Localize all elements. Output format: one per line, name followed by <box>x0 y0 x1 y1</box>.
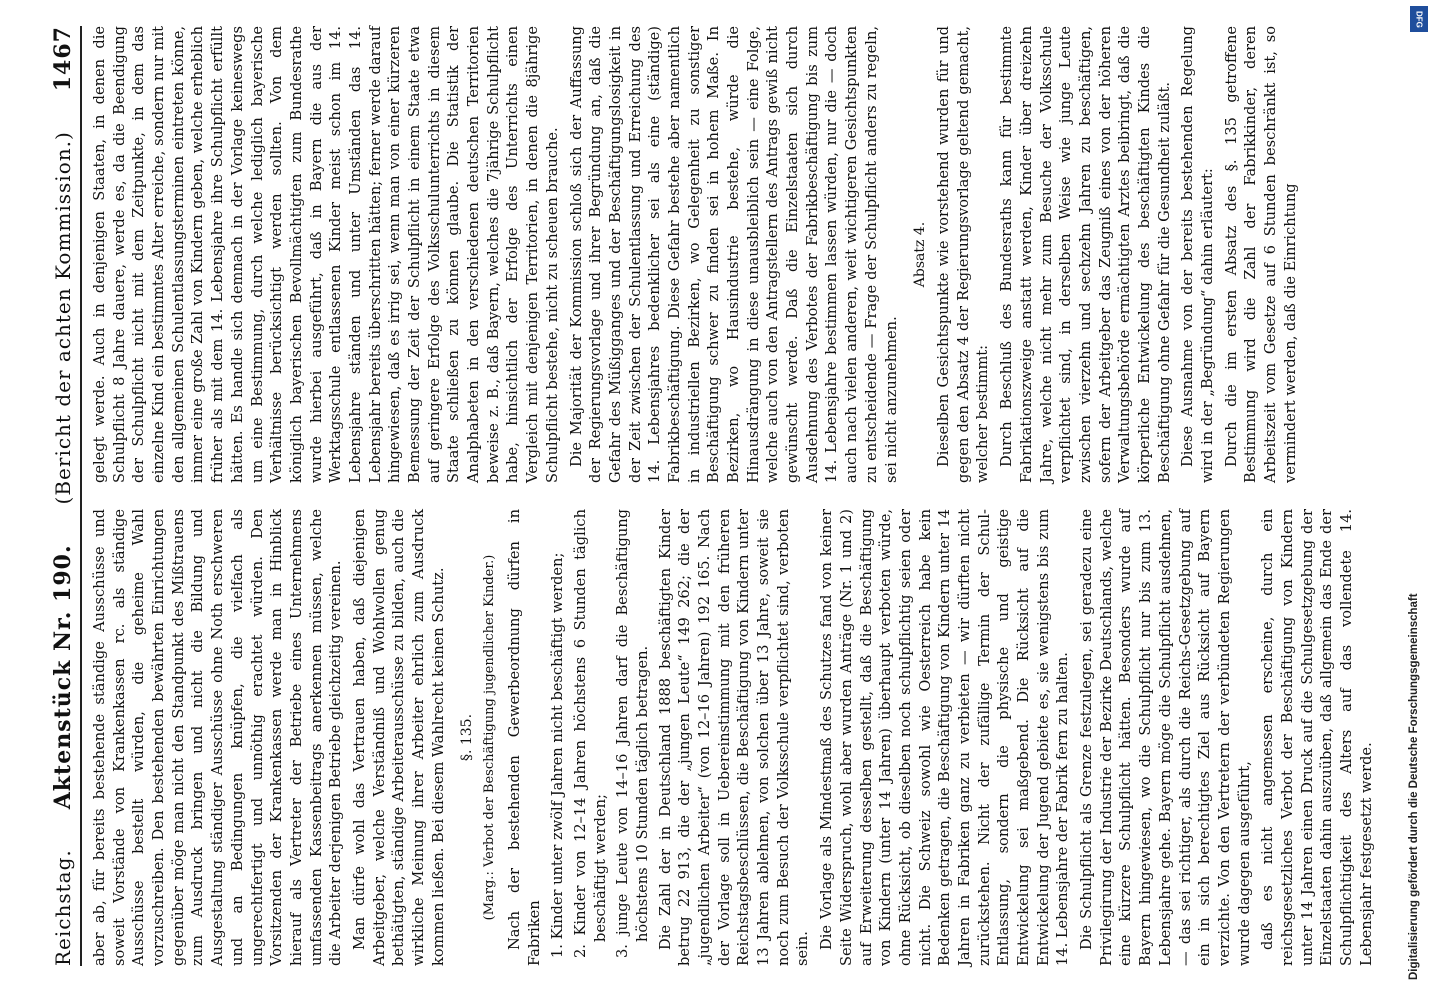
section-subheading: (Marg.: Verbot der Beschäftigung jugendlicher Kinder.) <box>482 554 498 921</box>
digitization-credit <box>1406 0 1430 1000</box>
credit-text: Digitalisierung gefördert durch die Deutsche Forschungsgemeinschaft <box>1408 593 1420 980</box>
column-right <box>90 26 1380 483</box>
dfg-logo: DFG <box>1410 6 1428 32</box>
paragraph: Man dürfe wohl das Vertrauen haben, daß diejenigen Arbeitgeber, welche Verständniß und Wohlwollen genug bethätigten, ständige Arbeiterausschüsse zu bilden, auch die wirkliche Meinung ihrer Arbeiter ehrlich zum Ausdruck kommen ließen. Bei diesem Wahlrecht keinen Schutz. <box>350 509 447 966</box>
paragraph: Die Zahl der in Deutschland 1888 beschäftigten Kinder betrug 22 913, die der „jungen Leute“ 149 262; die der „jugendlichen Arbeiter“ (von 12–16 Jahren) 192 165. Nach der Vorlage soll in Uebereinstimmung mit den früheren Reichstagsbeschlüssen, die Beschäftigung von Kindern unter 13 Jahren ablehnen, von solchen über 13 Jahre, soweit sie noch zum Besuch der Volksschule verpflichtet sind, verboten sein. <box>656 509 812 966</box>
paragraph: Die Majorität der Kommission schloß sich der Auffassung der Regierungsvorlage und ihrer Begründung an, daß die Gefahr des Müßigganges und der Beschäftigungslosigkeit in der Zeit zwischen der Schulentlassung und Erreichung des 14. Lebensjahres bedenklicher sei als eine (ständige) Fabrikbeschäftigung. Diese Gefahr bestehe aber namentlich in industriellen Bezirken, wo Gelegenheit zu sonstiger Beschäftigung schwer zu finden sei in hohem Maße. In Bezirken, wo Hausindustrie bestehe, würde die Hinausdrängung in diese unausbleiblich sein — eine Folge, welche auch von den Antragstellern des Antrags gewiß nicht gewünscht werde. Daß die Einzelstaaten sich durch Ausdehnung des Verbotes der Fabrikbeschäftigung bis zum 14. Lebensjahre bestimmen lassen würden, nur die — doch auch nach vielen anderen, weit wichtigeren Gesichtspunkten zu entscheidende — Frage der Schulpflicht anders zu regeln, sei nicht anzunehmen. <box>567 26 900 483</box>
list-item: 2. Kinder von 12–14 Jahren höchstens 6 Stunden täglich beschäftigt werden; <box>571 509 609 958</box>
paragraph: Durch Beschluß des Bundesraths kann für bestimmte Fabrikationszweige anstatt werden, Kinder über dreizehn Jahre, welche nicht mehr zum Besuche der Volksschule verpflichtet sind, in derselben Weise wie junge Leute zwischen vierzehn und sechzehn Jahren zu beschäftigen, sofern der Arbeitgeber das Zeugniß eines von der höheren Verwaltungsbehörde ermächtigten Arztes beibringt, daß die körperliche Entwickelung des beschäftigten Kindes die Beschäftigung ohne Gefahr für die Gesundheit zuläßt. <box>998 26 1173 483</box>
section-heading: Absatz 4. <box>912 221 929 288</box>
paragraph: Nach der bestehenden Gewerbeordnung dürfen in Fabriken <box>505 509 543 966</box>
column-left <box>90 509 1380 966</box>
paragraph: Diese Ausnahme von der bereits bestehenden Regelung wird in der „Begründung“ dahin erläutert: <box>1179 26 1217 483</box>
paragraph: Die Schulpflicht als Grenze festzulegen, sei geradezu eine Privilegirung der Industrie der Bezirke Deutschlands, welche eine kürzere Schulpflicht hätten. Besonders wurde auf Bayern hingewiesen, wo die Schulpflicht nur bis zum 13. Lebensjahre gehe. Bayern möge die Schulpflicht ausdehnen, — das sei richtiger, als durch die Reichs-Gesetzgebung auf ein in sich berechtigtes Ziel aus Rücksicht auf Bayern verzichte. Von den Vertretern der verbündeten Regierungen wurde dagegen ausgeführt, <box>1078 509 1253 966</box>
page-header <box>50 26 82 966</box>
paragraph: Durch die im ersten Absatz des §. 135 getroffene Bestimmung wird die Zahl der Fabrikkinder, deren Arbeitszeit vom Gesetze auf 6 Stunden beschränkt ist, so vermindert werden, daß die Einrichtung <box>1222 26 1299 483</box>
text-columns <box>90 26 1380 966</box>
list-item: 3. junge Leute von 14–16 Jahren darf die Beschäftigung höchstens 10 Stunden täglich betragen. <box>614 509 651 958</box>
paragraph: aber ab, für bereits bestehende ständige Ausschüsse und soweit Vorstände von Krankenkassen rc. als ständige Ausschüsse bestellt würden, die geheime Wahl vorzuschreiben. Den bestehenden bewährten Einrichtungen gegenüber möge man nicht den Standpunkt des Mißtrauens zum Ausdruck bringen und nicht die Bildung und Ausgestaltung ständiger Ausschüsse ohne Noth erschweren und an Bedingungen knüpfen, die vielfach als ungerechtfertigt und unnöthig erachtet würden. Den Vorsitzenden der Krankenkassen werde man in Hinblick hierauf als Vertreter der Betriebe eines Unternehmens umfassenden Kassenbeitrags anerkennen müssen, welche die Arbeiter derjenigen Betriebe gleichzeitig vereinen. <box>91 509 345 966</box>
header-title: (Bericht der achten Kommission.) <box>51 131 75 505</box>
list-item: 1. Kinder unter zwölf Jahren nicht beschäftigt werden; <box>549 552 567 958</box>
header-left: Reichstag. <box>51 849 75 966</box>
paragraph: gelegt werde. Auch in denjenigen Staaten, in denen die Schulpflicht 8 Jahre dauere, werde es, da die Beendigung der Schulpflicht nicht mit dem Zeitpunkte, in dem das einzelne Kind ein bestimmtes Alter erreiche, sondern nur mit den allgemeinen Schulentlassungsterminen eintreten könne, immer eine große Zahl von Kindern geben, welche erheblich früher als mit dem 14. Lebensjahre ihre Schulpflicht erfüllt hätten. Es handle sich demnach in der Vorlage keineswegs um eine Bestimmung, durch welche lediglich bayerische Verhältnisse berücksichtigt werden sollten. Von dem königlich bayerischen Bevollmächtigten zum Bundesrathe wurde hierbei ausgeführt, daß in Bayern die aus der Werktagsschule entlassenen Kinder meist schon im 14. Lebensjahre ständen und unter Umständen das 14. Lebensjahr bereits überschritten hätten; ferner werde darauf hingewiesen, daß es irrig sei, wenn man von einer kürzeren Bemessung der Zeit der Schulpflicht in einem Staate etwa auf geringere Erfolge des Volksschulunterrichts in diesem Staate schließen zu können glaube. Die Statistik der Analphabeten in den verschiedenen deutschen Territorien beweise z. B., daß Bayern, welches die 7jährige Schulpflicht habe, hinsichtlich der Erfolge des Unterrichts einen Vergleich mit denjenigen Territorien, in denen die 8jährige Schulpflicht bestehe, nicht zu scheuen brauche. <box>91 26 561 483</box>
paragraph: Dieselben Gesichtspunkte wie vorstehend wurden für und gegen den Absatz 4 der Regierungsvorlage geltend gemacht, welcher bestimmt: <box>935 26 992 483</box>
section-heading: §. 135. <box>459 713 476 762</box>
document-number: Aktenstück Nr. 190. <box>50 544 76 810</box>
page-number: 1467 <box>50 26 76 92</box>
paragraph: Die Vorlage als Mindestmaß des Schutzes fand von keiner Seite Widerspruch, wohl aber wurden Anträge (Nr. 1 und 2) auf Erweiterung desselben gestellt, daß die Beschäftigung von Kindern (unter 14 Jahren) überhaupt verboten würde, ohne Rücksicht, ob dieselben noch schulpflichtig seien oder nicht. Die Schweiz sowohl wie Oesterreich habe kein Bedenken getragen, die Beschäftigung von Kindern unter 14 Jahren in Fabriken ganz zu verbieten — wir dürften nicht zurückstehen. Nicht der zufällige Termin der Schul-Entlassung, sondern die physische und geistige Entwickelung sei maßgebend. Die Rücksicht auf die Entwickelung der Jugend gebiete es, sie wenigstens bis zum 14. Lebensjahre der Fabrik fern zu halten. <box>818 509 1072 966</box>
paragraph: daß es nicht angemessen erscheine, durch ein reichsgesetzliches Verbot der Beschäftigung von Kindern unter 14 Jahren einen Druck auf die Schulgesetzgebung der Einzelstaaten dahin auszuüben, daß allgemein das Ende der Schulpflichtigkeit des Alters auf das vollendete 14. Lebensjahr festgesetzt werde. <box>1259 509 1375 966</box>
rotated-page <box>20 0 1400 1000</box>
